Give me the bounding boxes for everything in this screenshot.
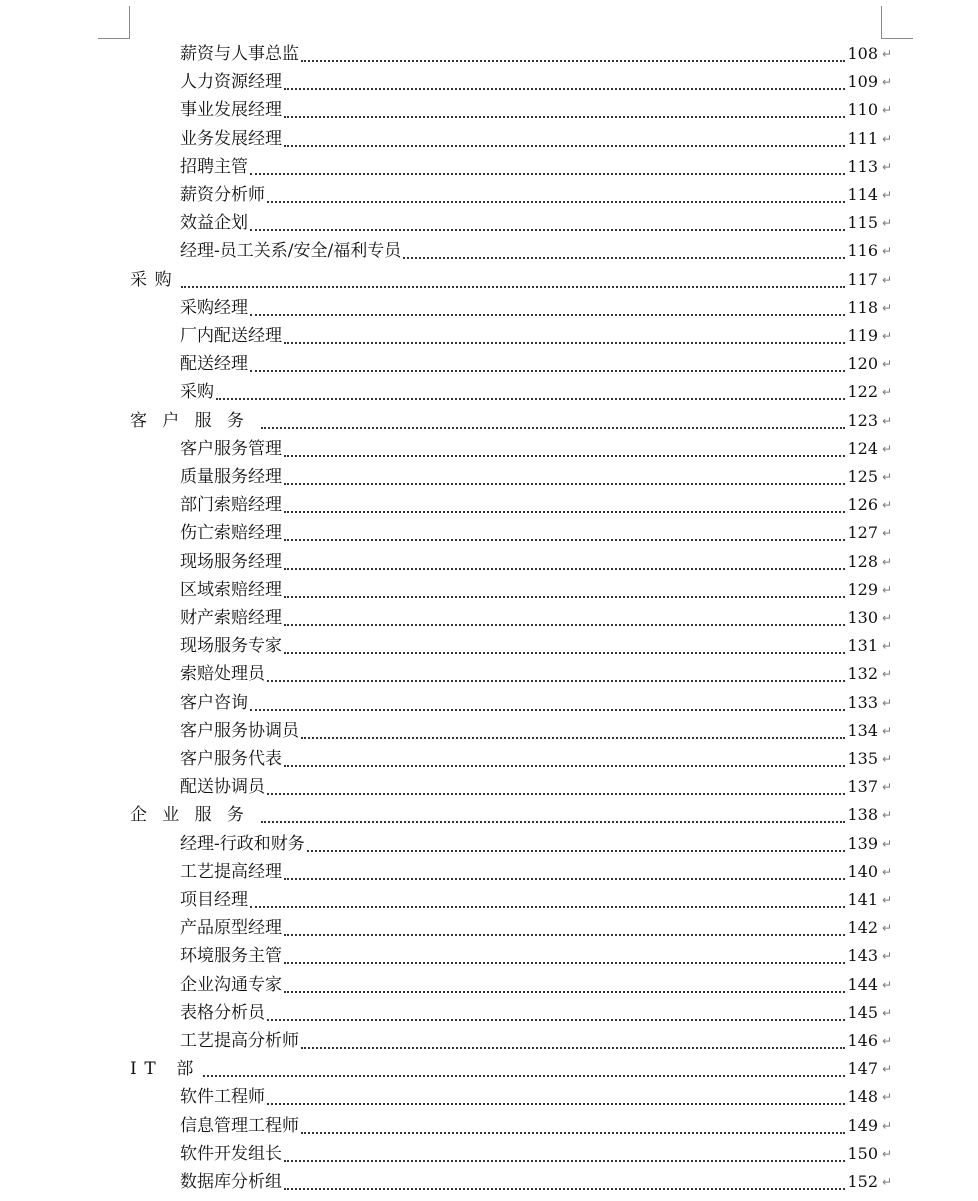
dot-leader	[267, 793, 845, 795]
toc-entry[interactable]	[180, 519, 892, 547]
toc-entry[interactable]	[180, 717, 892, 745]
toc-entry-label: 配送协调员	[180, 777, 265, 798]
toc-entry-label: 信息管理工程师	[180, 1115, 299, 1136]
toc-entry[interactable]	[180, 1168, 892, 1196]
toc-entry-label: 事业发展经理	[180, 100, 282, 121]
toc-page-number: 122	[847, 382, 878, 402]
paragraph-mark-icon: ↵	[881, 752, 892, 766]
dot-leader	[250, 906, 845, 908]
toc-page-number: 110	[847, 100, 878, 120]
paragraph-mark-icon: ↵	[881, 1090, 892, 1105]
dot-leader	[284, 765, 845, 767]
toc-section-heading[interactable]	[130, 266, 892, 294]
toc-entry-label: 客户服务	[130, 410, 260, 431]
toc-page-number: 150	[847, 1143, 878, 1163]
dot-leader	[284, 652, 845, 654]
toc-page-number: 114	[847, 185, 878, 204]
toc-page-number: 128	[847, 551, 878, 571]
dot-leader	[301, 60, 845, 62]
paragraph-mark-icon: ↵	[881, 47, 892, 61]
toc-entry-label: 现场服务经理	[180, 551, 282, 572]
toc-entry[interactable]	[180, 660, 892, 688]
toc-page-number: 118	[847, 297, 878, 317]
toc-entry-label: 伤亡索赔经理	[180, 523, 282, 544]
paragraph-mark-icon: ↵	[881, 1146, 892, 1161]
dot-leader	[403, 257, 845, 259]
toc-section-heading[interactable]	[130, 801, 892, 829]
paragraph-mark-icon: ↵	[881, 470, 892, 484]
toc-page-number: 147	[847, 1059, 878, 1079]
dot-leader	[284, 878, 845, 880]
toc-entry-label: 部门索赔经理	[180, 495, 282, 516]
paragraph-mark-icon: ↵	[881, 780, 892, 795]
toc-entry[interactable]	[180, 858, 892, 886]
toc-page-number: 148	[847, 1087, 878, 1107]
paragraph-mark-icon: ↵	[881, 244, 892, 259]
paragraph-mark-icon: ↵	[881, 272, 892, 287]
dot-leader	[261, 427, 845, 429]
paragraph-mark-icon: ↵	[881, 441, 892, 456]
paragraph-mark-icon: ↵	[881, 836, 892, 851]
toc-page-number: 137	[847, 777, 878, 797]
toc-entry-label: 薪资与人事总监	[180, 44, 299, 64]
paragraph-mark-icon: ↵	[881, 723, 892, 738]
toc-page-number: 140	[847, 861, 878, 881]
toc-page-number: 130	[847, 608, 878, 627]
toc-page-number: 113	[847, 156, 878, 176]
toc-page-number: 146	[847, 1031, 878, 1050]
paragraph-mark-icon: ↵	[881, 611, 892, 625]
dot-leader	[284, 511, 845, 513]
paragraph-mark-icon: ↵	[881, 75, 892, 90]
toc-entry[interactable]	[180, 1112, 892, 1140]
toc-entry[interactable]	[180, 745, 892, 773]
toc-entry[interactable]	[180, 773, 892, 801]
toc-entry-label: 客户咨询	[180, 692, 248, 713]
toc-entry-label: 效益企划	[180, 213, 248, 234]
toc-entry-label: 索赔处理员	[180, 664, 265, 685]
toc-entry-label: 区域索赔经理	[180, 579, 282, 600]
toc-entry[interactable]	[180, 914, 892, 942]
paragraph-mark-icon: ↵	[881, 667, 892, 682]
paragraph-mark-icon: ↵	[881, 808, 892, 823]
dot-leader	[307, 850, 846, 852]
toc-entry-label: 质量服务经理	[180, 467, 282, 487]
toc-entry[interactable]	[180, 548, 892, 576]
toc-entry[interactable]	[180, 378, 892, 406]
toc-page-number: 152	[847, 1172, 878, 1191]
paragraph-mark-icon: ↵	[881, 216, 892, 231]
dot-leader	[284, 342, 845, 344]
paragraph-mark-icon: ↵	[881, 582, 892, 597]
toc-page-number: 138	[847, 805, 878, 825]
paragraph-mark-icon: ↵	[881, 159, 892, 174]
paragraph-mark-icon: ↵	[881, 695, 892, 710]
toc-page-number: 120	[847, 354, 878, 374]
toc-page-number: 123	[847, 410, 878, 430]
toc-entry-label: 薪资分析师	[180, 185, 265, 205]
paragraph-mark-icon: ↵	[881, 329, 892, 343]
dot-leader	[284, 539, 845, 541]
toc-entry-label: 采购经理	[180, 297, 248, 318]
toc-page-number: 119	[847, 326, 878, 345]
paragraph-mark-icon: ↵	[881, 639, 892, 654]
toc-entry[interactable]	[180, 689, 892, 717]
paragraph-mark-icon: ↵	[881, 1175, 892, 1189]
dot-leader	[284, 962, 845, 964]
toc-page-number: 129	[847, 579, 878, 599]
dot-leader	[284, 596, 845, 598]
paragraph-mark-icon: ↵	[881, 131, 892, 146]
dot-leader	[284, 934, 845, 936]
toc-page-number: 116	[847, 241, 878, 261]
paragraph-mark-icon: ↵	[881, 498, 892, 513]
dot-leader	[284, 1160, 845, 1162]
toc-entry[interactable]	[180, 463, 892, 491]
dot-leader	[284, 624, 845, 626]
toc-entry[interactable]	[180, 237, 892, 265]
toc-entry[interactable]	[180, 153, 892, 181]
toc-entry-label: 厂内配送经理	[180, 326, 282, 346]
toc-entry-label: 环境服务主管	[180, 946, 282, 967]
toc-entry-label: 项目经理	[180, 890, 248, 910]
toc-entry[interactable]	[180, 999, 892, 1027]
toc-entry-label: 表格分析员	[180, 1002, 265, 1023]
toc-entry-label: 客户服务管理	[180, 438, 282, 459]
paragraph-mark-icon: ↵	[881, 526, 892, 541]
paragraph-mark-icon: ↵	[881, 554, 892, 569]
toc-entry[interactable]	[180, 350, 892, 378]
dot-leader	[261, 821, 845, 823]
dot-leader	[267, 1019, 845, 1021]
toc-entry-label: IT 部	[130, 1059, 202, 1080]
paragraph-mark-icon: ↵	[881, 1005, 892, 1020]
toc-page-number: 127	[847, 523, 878, 543]
paragraph-mark-icon: ↵	[881, 921, 892, 936]
toc-entry-label: 经理-行政和财务	[180, 833, 305, 854]
paragraph-mark-icon: ↵	[881, 188, 892, 202]
dot-leader	[250, 370, 845, 372]
toc-entry[interactable]	[180, 942, 892, 970]
toc-entry[interactable]	[180, 96, 892, 124]
toc-page-number: 144	[847, 974, 878, 994]
toc-page-number: 115	[847, 213, 878, 233]
toc-page-number: 133	[847, 692, 878, 712]
toc-page-number: 131	[847, 636, 878, 656]
toc-section-heading[interactable]	[130, 1055, 892, 1083]
toc-entry-label: 招聘主管	[180, 156, 248, 177]
toc-page-number: 135	[847, 749, 878, 768]
dot-leader	[284, 145, 845, 147]
dot-leader	[267, 201, 845, 203]
dot-leader	[301, 1132, 845, 1134]
dot-leader	[284, 455, 845, 457]
toc-entry[interactable]	[180, 1083, 892, 1111]
toc-page-number: 139	[847, 833, 878, 853]
dot-leader	[284, 88, 845, 90]
dot-leader	[284, 116, 845, 118]
toc-entry-label: 软件工程师	[180, 1087, 265, 1108]
dot-leader	[284, 568, 845, 570]
toc-page-number: 143	[847, 946, 878, 966]
toc-entry-label: 企业沟通专家	[180, 974, 282, 995]
paragraph-mark-icon: ↵	[881, 1062, 892, 1077]
toc-page-number: 126	[847, 495, 878, 515]
paragraph-mark-icon: ↵	[881, 1118, 892, 1133]
dot-leader	[301, 1047, 845, 1049]
toc-entry-label: 采购	[180, 382, 214, 403]
margin-corner-mark-top-right	[881, 6, 913, 39]
dot-leader	[301, 737, 845, 739]
dot-leader	[250, 314, 845, 316]
toc-entry-label: 业务发展经理	[180, 128, 282, 149]
toc-entry-label: 财产索赔经理	[180, 608, 282, 628]
toc-page-number: 117	[847, 269, 878, 289]
dot-leader	[216, 398, 845, 400]
toc-entry-label: 数据库分析组	[180, 1172, 282, 1192]
paragraph-mark-icon: ↵	[881, 300, 892, 315]
paragraph-mark-icon: ↵	[881, 413, 892, 428]
toc-entry-label: 人力资源经理	[180, 72, 282, 93]
toc-entry[interactable]	[180, 209, 892, 237]
toc-entry-label: 经理-员工关系/安全/福利专员	[180, 241, 402, 262]
toc-entry[interactable]	[180, 971, 892, 999]
dot-leader	[250, 173, 845, 175]
paragraph-mark-icon: ↵	[881, 385, 892, 400]
dot-leader	[250, 709, 845, 711]
toc-entry[interactable]	[180, 68, 892, 96]
toc-entry[interactable]	[180, 632, 892, 660]
toc-page-number: 108	[847, 44, 878, 63]
toc-entry-label: 客户服务协调员	[180, 720, 299, 741]
toc-entry-label: 工艺提高分析师	[180, 1031, 299, 1051]
toc-entry[interactable]	[180, 435, 892, 463]
toc-page-number: 149	[847, 1115, 878, 1135]
toc-page-number: 125	[847, 467, 878, 486]
toc-section-heading[interactable]	[130, 407, 892, 435]
toc-page-number: 134	[847, 720, 878, 740]
dot-leader	[284, 1188, 845, 1190]
toc-page-number: 111	[847, 128, 878, 148]
dot-leader	[181, 286, 845, 288]
toc-entry-label: 客户服务代表	[180, 749, 282, 769]
toc-entry[interactable]	[180, 576, 892, 604]
toc-page-number: 142	[847, 918, 878, 938]
toc-entry-label: 软件开发组长	[180, 1143, 282, 1164]
toc-entry-label: 工艺提高经理	[180, 861, 282, 882]
toc-entry[interactable]	[180, 322, 892, 350]
paragraph-mark-icon: ↵	[881, 1034, 892, 1048]
toc-entry[interactable]	[180, 830, 892, 858]
toc-entry[interactable]	[180, 491, 892, 519]
toc-entry-label: 采购	[130, 269, 180, 290]
toc-entry[interactable]	[180, 604, 892, 632]
paragraph-mark-icon: ↵	[881, 864, 892, 879]
dot-leader	[284, 991, 845, 993]
toc-entry[interactable]	[180, 294, 892, 322]
toc-page-number: 132	[847, 664, 878, 684]
toc-entry[interactable]	[180, 125, 892, 153]
toc-page-number: 124	[847, 438, 878, 458]
toc-entry[interactable]	[180, 886, 892, 914]
toc-entry[interactable]	[180, 1027, 892, 1055]
toc-page-number: 109	[847, 72, 878, 92]
toc-entry-label: 配送经理	[180, 354, 248, 375]
dot-leader	[267, 1103, 845, 1105]
paragraph-mark-icon: ↵	[881, 949, 892, 964]
toc-entry[interactable]	[180, 40, 892, 68]
dot-leader	[267, 680, 845, 682]
toc-entry[interactable]	[180, 181, 892, 209]
dot-leader	[250, 229, 845, 231]
toc-entry-label: 现场服务专家	[180, 636, 282, 657]
paragraph-mark-icon: ↵	[881, 977, 892, 992]
dot-leader	[203, 1075, 845, 1077]
dot-leader	[284, 483, 845, 485]
toc-page-number: 145	[847, 1002, 878, 1022]
paragraph-mark-icon: ↵	[881, 893, 892, 907]
toc-entry-label: 企业服务	[130, 805, 260, 826]
toc-entry[interactable]	[180, 1140, 892, 1168]
toc-entry-label: 产品原型经理	[180, 918, 282, 939]
toc-page-number: 141	[847, 890, 878, 909]
paragraph-mark-icon: ↵	[881, 357, 892, 372]
margin-corner-mark-top-left	[98, 6, 130, 39]
paragraph-mark-icon: ↵	[881, 103, 892, 118]
